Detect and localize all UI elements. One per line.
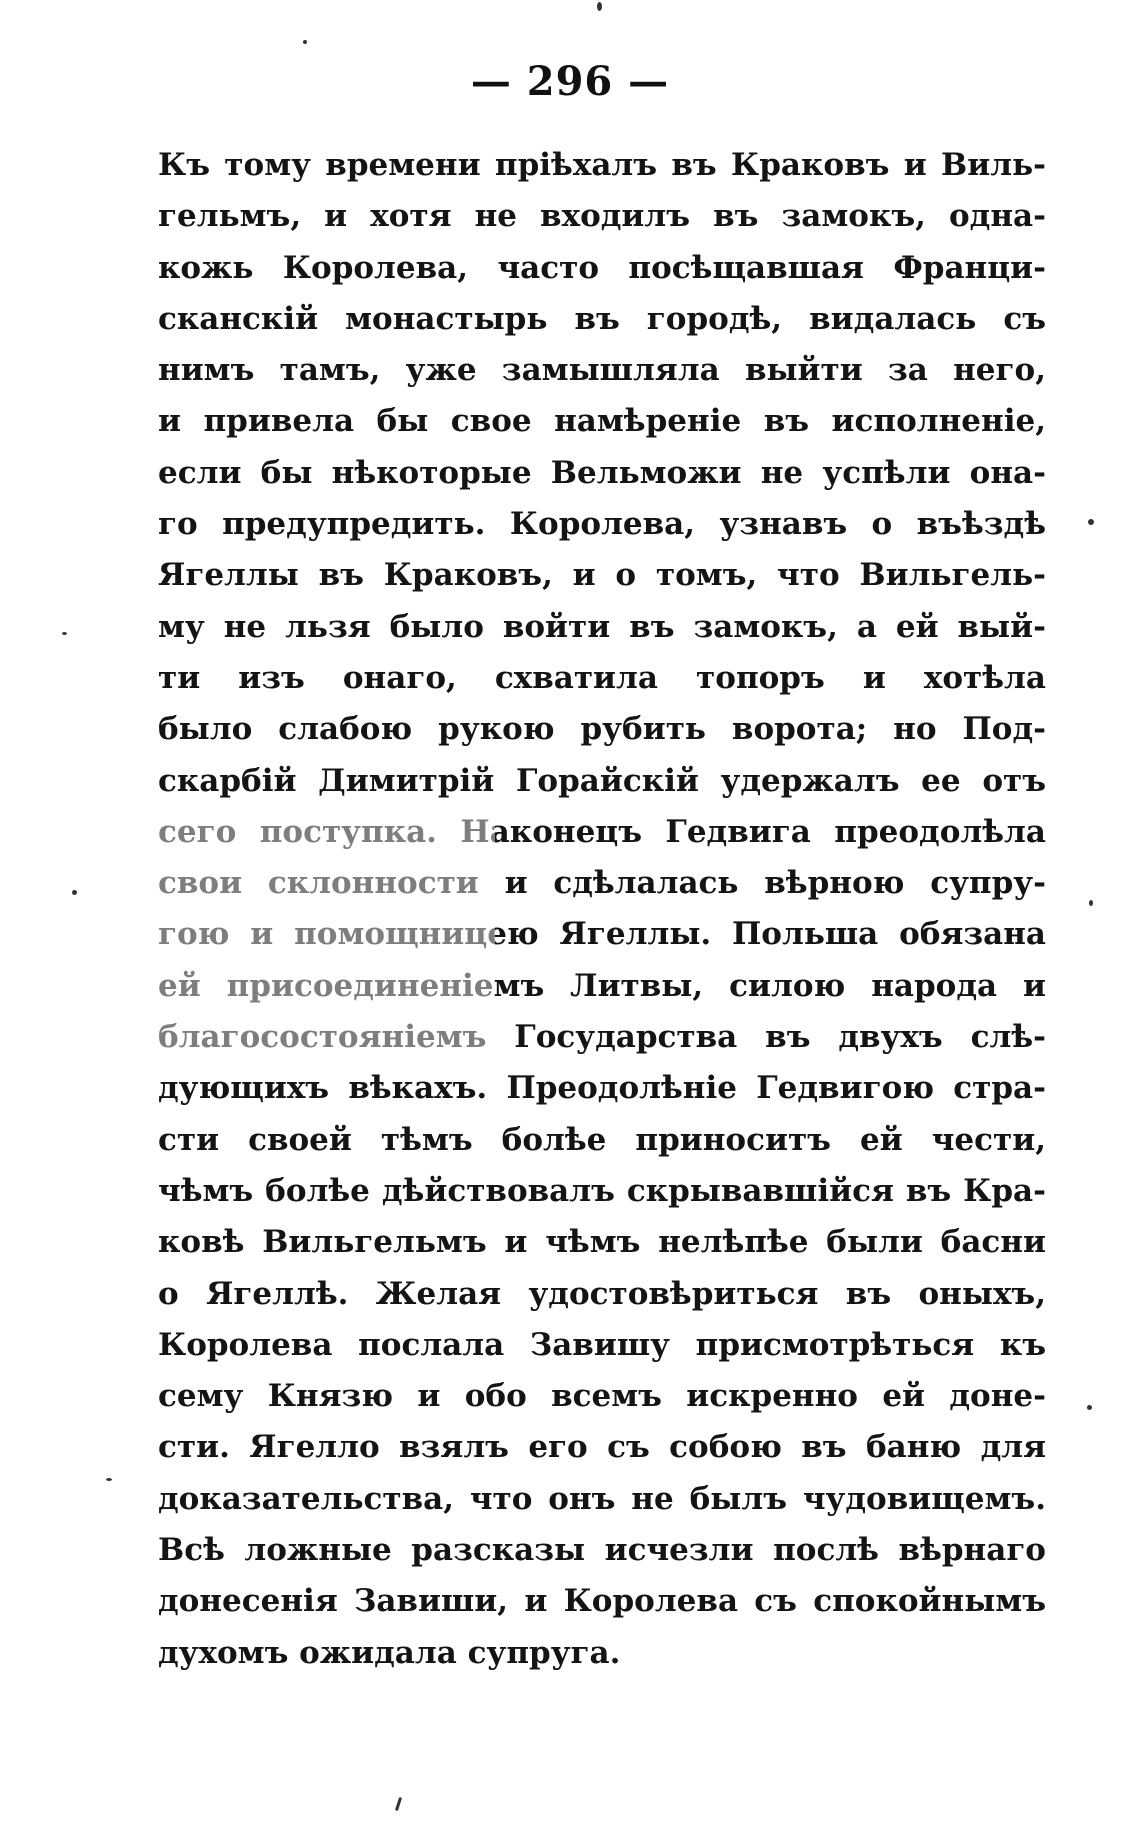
body-text xyxy=(158,140,1046,1679)
text-line: донесенія Завиши, и Королева съ спокойнымъ xyxy=(158,1583,1046,1620)
text-line: духомъ ожидала супруга. xyxy=(158,1634,621,1671)
text-line: Королева послала Завишу присмотрѣться къ xyxy=(158,1326,1046,1363)
scan-speck xyxy=(395,1797,402,1811)
scan-speck xyxy=(1087,1405,1092,1410)
text-line: му не льзя было войти въ замокъ, а ей вый- xyxy=(158,608,1046,645)
scan-speck xyxy=(106,1478,112,1481)
text-line: сему Князю и обо всемъ искренно ей доне- xyxy=(158,1378,1046,1415)
scan-speck xyxy=(597,2,602,11)
scan-speck xyxy=(1088,519,1094,525)
scan-speck xyxy=(1089,900,1093,906)
text-line: благосостояніемъ Государства въ двухъ слѣ- xyxy=(158,1019,1046,1056)
text-line: Ягеллы въ Краковъ, и о томъ, что Вильгель- xyxy=(158,557,1046,594)
scan-speck xyxy=(303,40,307,44)
text-line: свои склонности и сдѣлалась вѣрною супру- xyxy=(158,865,1046,902)
text-line: ти изъ онаго, схватила топоръ и хотѣла xyxy=(158,659,1046,696)
text-line: и привела бы свое намѣреніе въ исполненіе, xyxy=(158,403,1046,440)
text-line: нимъ тамъ, уже замышляла выйти за него, xyxy=(158,352,1046,389)
text-line: о Ягеллѣ. Желая удостовѣриться въ оныхъ, xyxy=(158,1275,1046,1312)
text-line: если бы нѣкоторые Вельможи не успѣли она- xyxy=(158,454,1046,491)
text-line: сего поступка. Наконецъ Гедвига преодолѣла xyxy=(158,813,1046,850)
text-line: было слабою рукою рубить ворота; но Под- xyxy=(158,711,1046,748)
page-number: — 296 — xyxy=(470,58,670,105)
text-line: дующихъ вѣкахъ. Преодолѣніе Гедвигою стра- xyxy=(158,1070,1046,1107)
text-line: сти своей тѣмъ болѣе приноситъ ей чести, xyxy=(158,1121,1046,1158)
scan-speck xyxy=(62,632,67,635)
text-line: го предупредить. Королева, узнавъ о въѣздѣ xyxy=(158,506,1046,543)
text-line: скарбій Димитрій Горайскій удержалъ ее отъ xyxy=(158,762,1046,799)
text-line: Всѣ ложные разсказы исчезли послѣ вѣрнаго xyxy=(158,1532,1046,1569)
text-line: гою и помощницею Ягеллы. Польша обязана xyxy=(158,916,1046,953)
text-line: сти. Ягелло взялъ его съ собою въ баню для xyxy=(158,1429,1046,1466)
text-line: Къ тому времени пріѣхалъ въ Краковъ и Виль- xyxy=(158,147,1046,183)
scan-speck xyxy=(72,890,77,895)
text-line: чѣмъ болѣе дѣйствовалъ скрывавшійся въ Кра- xyxy=(158,1172,1046,1209)
text-line: кожь Королева, часто посѣщавшая Франци- xyxy=(158,249,1046,286)
text-line: доказательства, что онъ не былъ чудовищемъ. xyxy=(158,1480,1046,1517)
text-line: сканскій монастырь въ городѣ, видалась съ xyxy=(158,300,1046,337)
text-line: ей присоединеніемъ Литвы, силою народа и xyxy=(158,967,1046,1004)
text-line: ковѣ Вильгельмъ и чѣмъ нелѣпѣе были басни xyxy=(158,1224,1046,1261)
text-line: гельмъ, и хотя не входилъ въ замокъ, одна- xyxy=(158,198,1046,235)
